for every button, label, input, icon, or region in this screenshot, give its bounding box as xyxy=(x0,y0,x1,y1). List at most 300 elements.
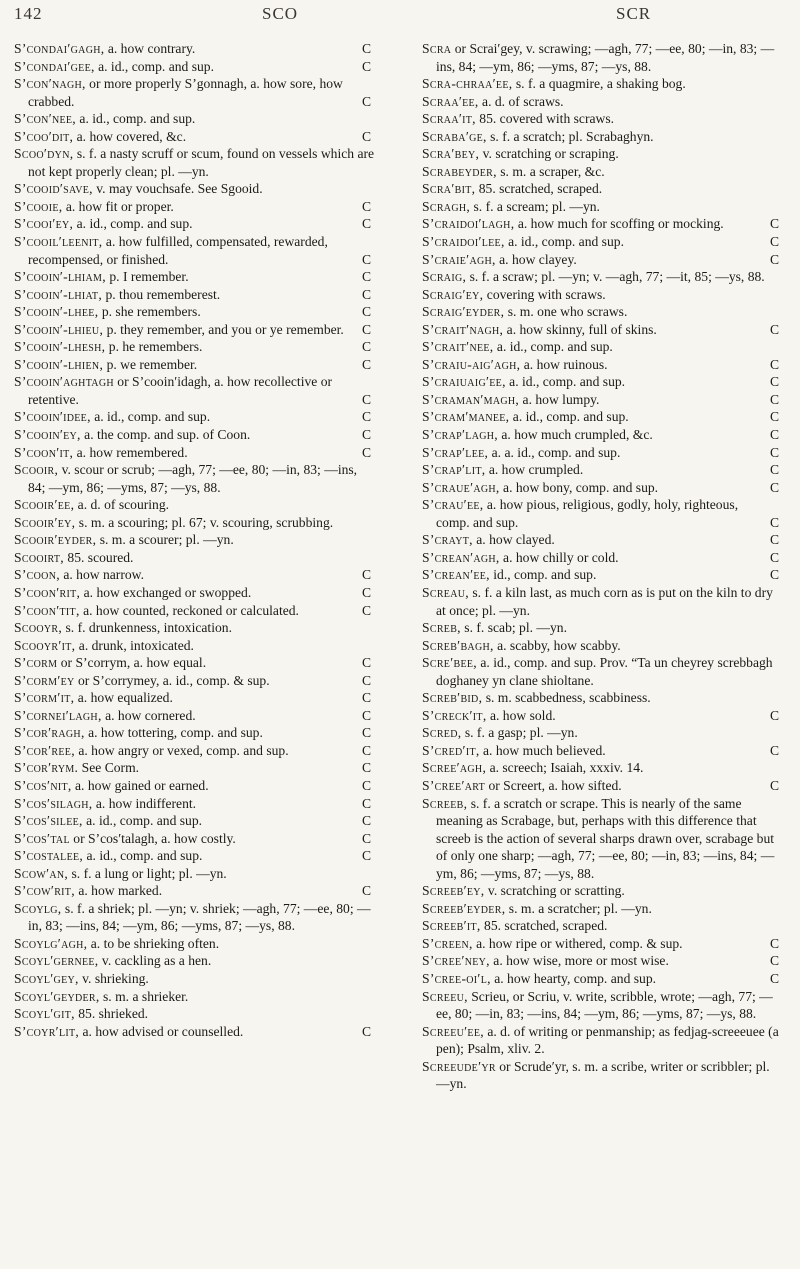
page-number: 142 xyxy=(14,4,43,23)
entry-headword: S’cooin′-lhesh, xyxy=(14,339,106,355)
entry-definition: a. id., comp. and sup. xyxy=(496,339,613,355)
entry-headword: S’cred′it, xyxy=(422,742,480,758)
entry-headword: S’crean′agh, xyxy=(422,549,500,565)
entry-headword: Scooir′ee, xyxy=(14,497,75,513)
left-running-head: SCO xyxy=(262,4,299,23)
dictionary-entry: S’crean′agh, a. how chilly or cold. C xyxy=(422,549,780,565)
dictionary-entry xyxy=(14,637,376,655)
dictionary-entry: S’cooin′-lhiat, p. thou rememberest. C xyxy=(14,286,372,302)
entry-headword: S’craiu-aig′agh, xyxy=(422,356,521,372)
entry-headword: Scraig′eyder, xyxy=(422,304,505,320)
entry-definition: a. how ripe or withered, comp. & sup. xyxy=(476,935,683,951)
dictionary-entry xyxy=(14,461,376,496)
entry-definition: p. we remember. xyxy=(106,356,198,372)
dictionary-entry: S’cooie, a. how fit or proper. C xyxy=(14,198,372,214)
entry-headword: Scoyl′gey, xyxy=(14,970,79,986)
entry-definition: a. id., comp. and sup. xyxy=(76,216,193,232)
entry-definition: a. how indifferent. xyxy=(95,795,197,811)
entry-definition: s. m. a scratcher; pl. —yn. xyxy=(508,900,652,916)
entry-definition: v. scour or scrub; —agh, 77; —ee, 80; —in, 83; —ins, 84; —ym, 86; —yms, 87; —ys, 88. xyxy=(28,462,358,495)
entry-headword: Scow′an, xyxy=(14,865,69,881)
entry-headword: S’creck′it, xyxy=(422,707,487,723)
entry-headword: S’cree-oi′l, xyxy=(422,970,491,986)
entry-headword: S’cooin′idee, xyxy=(14,409,91,425)
entry-headword: S’cos′tal xyxy=(14,830,70,846)
dictionary-entry: S’cos′nit, a. how gained or earned. C xyxy=(14,777,372,793)
entry-headword: Scre′bee, xyxy=(422,655,477,671)
dictionary-entry xyxy=(422,637,784,655)
entry-headword: S’coon′it, xyxy=(14,444,74,460)
entry-definition: a. id., comp. and sup. Prov. “Ta un cheyrey screbbagh doghaney yn clane shioltane. xyxy=(436,655,773,688)
entry-definition: Scrieu, or Scriu, v. write, scribble, wrote; —agh, 77; —ee, 80; —in, 83; —ins, 84; —ym, 86; —yms, 87; —ys, 88. xyxy=(436,988,773,1022)
entry-definition: s. m. a scouring; pl. 67; v. scouring, scrubbing. xyxy=(78,514,334,530)
dictionary-entry xyxy=(14,180,376,198)
dictionary-entry xyxy=(422,584,784,619)
dictionary-entry: S’cooil′leenit, a. how fulfilled, compensated, rewarded, recompensed, or finished. C xyxy=(14,234,372,267)
entry-definition: v. shrieking. xyxy=(82,970,149,986)
dictionary-entry xyxy=(14,110,376,128)
entry-definition: a. how fulfilled, compensated, rewarded, recompensed, or finished. xyxy=(28,234,328,267)
entry-headword: S’cooid′save, xyxy=(14,181,93,197)
entry-definition: a. drunk, intoxicated. xyxy=(78,637,194,653)
entry-definition: or more properly S’gonnagh, a. how sore, how crabbed. xyxy=(28,76,343,109)
entry-headword: S’cooin′-lhieu, xyxy=(14,321,104,337)
right-column xyxy=(422,40,784,1093)
entry-headword: Scooir′ey, xyxy=(14,514,76,530)
entry-definition: s. f. a scratch or scrape. This is nearly of the same meaning as Scrabage, but, perhaps with this difference that screeb is the action of several sharps drawn over, scrabage but of only one sharp; —agh, 77; —ee, 80; —in, 83; —ins, 84; —ym, 86; —yms, 87; —ys, 88. xyxy=(436,795,775,881)
dictionary-entry xyxy=(422,1023,784,1058)
entry-headword: Scrabeyder, xyxy=(422,163,497,179)
dictionary-entry xyxy=(422,75,784,93)
entry-headword: Scoo′dyn, xyxy=(14,146,74,162)
dictionary-entry xyxy=(14,531,376,549)
entry-definition: s. m. one who scraws. xyxy=(507,304,628,320)
entry-headword: S’con′nagh, xyxy=(14,76,86,92)
dictionary-entry: S’creen, a. how ripe or withered, comp. & sup. C xyxy=(422,935,780,951)
dictionary-entry xyxy=(422,303,784,321)
entry-definition: p. thou rememberest. xyxy=(105,286,221,302)
entry-headword: Scoyl′gernee, xyxy=(14,953,99,969)
dictionary-entry: S’cor′ragh, a. how tottering, comp. and sup. C xyxy=(14,725,372,741)
dictionary-entry xyxy=(422,198,784,216)
entry-definition: a. how cornered. xyxy=(105,707,196,723)
dictionary-entry xyxy=(422,145,784,163)
entry-definition: a. how covered, &c. xyxy=(76,128,187,144)
dictionary-entry xyxy=(422,286,784,304)
entry-definition: or Scrai′gey, v. scrawing; —agh, 77; —ee, 80; —in, 83; —ins, 84; —ym, 86; —yms, 87; —ys, 88. xyxy=(436,41,775,74)
dictionary-entry xyxy=(14,865,376,883)
dictionary-entry: S’cram′manee, a. id., comp. and sup. C xyxy=(422,409,780,425)
entry-definition: s. f. a quagmire, a shaking bog. xyxy=(515,76,686,92)
entry-headword: Screeu, xyxy=(422,988,468,1004)
entry-definition: p. they remember, and you or ye remember. xyxy=(106,321,344,337)
entry-headword: S’cow′rit, xyxy=(14,883,75,899)
dictionary-entry: S’crait′nagh, a. how skinny, full of skins. C xyxy=(422,321,780,337)
entry-headword: S’cor′rym. xyxy=(14,760,79,776)
dictionary-entry: S’cred′it, a. how much believed. C xyxy=(422,742,780,758)
dictionary-entry: S’crap′lit, a. how crumpled. C xyxy=(422,462,780,478)
entry-headword: Screeu′ee, xyxy=(422,1023,484,1039)
entry-definition: s. m. a shrieker. xyxy=(103,988,189,1004)
entry-headword: S’coo′dit, xyxy=(14,128,74,144)
dictionary-entry xyxy=(422,882,784,900)
entry-definition: a. d. of scraws. xyxy=(482,93,564,109)
dictionary-entry: S’craue′agh, a. how bony, comp. and sup. C xyxy=(422,479,780,495)
dictionary-entry xyxy=(422,917,784,935)
entry-definition: v. scratching or scratting. xyxy=(487,883,625,899)
entry-definition: a. how much for scoffing or mocking. xyxy=(517,216,724,232)
entry-headword: Scraig, xyxy=(422,269,467,285)
dictionary-entry xyxy=(422,268,784,286)
dictionary-entry xyxy=(422,1058,784,1093)
entry-definition: a. id., comp. and sup. xyxy=(509,374,626,390)
entry-headword: S’cooie, xyxy=(14,198,63,214)
dictionary-entry xyxy=(422,110,784,128)
entry-definition: s. f. a shriek; pl. —yn; v. shriek; —agh, 77; —ee, 80; —in, 83; —ins, 84; —ym, 86; —yms, 87; —ys, 88. xyxy=(28,900,371,934)
dictionary-entry: S’cooin′idee, a. id., comp. and sup. C xyxy=(14,409,372,425)
entry-headword: Scooir′eyder, xyxy=(14,532,97,548)
dictionary-entry xyxy=(422,40,784,75)
dictionary-entry: S’coo′dit, a. how covered, &c. C xyxy=(14,128,372,144)
entry-headword: Scraa′it, xyxy=(422,111,476,127)
page-header xyxy=(14,4,786,30)
entry-definition: a. how advised or counselled. xyxy=(82,1023,244,1039)
dictionary-entry xyxy=(14,496,376,514)
entry-headword: S’craie′agh, xyxy=(422,251,496,267)
entry-headword: S’crap′lit, xyxy=(422,462,486,478)
entry-definition: s. m. a scraper, &c. xyxy=(500,163,605,179)
dictionary-entry xyxy=(422,619,784,637)
entry-headword: S’cooin′aghtagh xyxy=(14,374,114,390)
dictionary-entry xyxy=(14,549,376,567)
dictionary-entry: S’crap′lagh, a. how much crumpled, &c. C xyxy=(422,427,780,443)
entry-definition: a. how remembered. xyxy=(76,444,188,460)
entry-headword: Scoyl′geyder, xyxy=(14,988,100,1004)
entry-headword: Screeb′ey, xyxy=(422,883,485,899)
entry-headword: Scoylg, xyxy=(14,900,62,916)
entry-definition: v. may vouchsafe. See Sgooid. xyxy=(96,181,263,197)
dictionary-entry xyxy=(422,93,784,111)
dictionary-entry: S’condai′gagh, a. how contrary. C xyxy=(14,41,372,56)
entry-headword: S’crait′nee, xyxy=(422,339,494,355)
dictionary-entry xyxy=(422,163,784,181)
dictionary-entry: S’creck′it, a. how sold. C xyxy=(422,707,780,723)
dictionary-entry xyxy=(14,952,376,970)
entry-headword: Scooir, xyxy=(14,462,59,478)
dictionary-entry: S’cooin′-lhieu, p. they remember, and you or ye remember. C xyxy=(14,321,372,337)
entry-headword: S’crap′lagh, xyxy=(422,427,498,443)
right-running-head: SCR xyxy=(616,4,652,23)
entry-headword: S’costalee, xyxy=(14,848,84,864)
entry-headword: S’corm′it, xyxy=(14,690,75,706)
entry-definition: covering with scraws. xyxy=(486,286,606,302)
entry-headword: S’cos′nit, xyxy=(14,777,72,793)
entry-headword: S’con′nee, xyxy=(14,111,77,127)
entry-headword: S’cos′silee, xyxy=(14,813,83,829)
entry-definition: a. how equalized. xyxy=(77,690,173,706)
dictionary-entry xyxy=(422,988,784,1023)
entry-headword: S’cree′ney, xyxy=(422,953,490,969)
entry-definition: a. how crumpled. xyxy=(488,462,584,478)
entry-definition: a. how ruinous. xyxy=(523,356,608,372)
dictionary-entry: S’cos′silagh, a. how indifferent. C xyxy=(14,795,372,811)
dictionary-entry xyxy=(14,900,376,935)
entry-headword: S’crayt, xyxy=(422,532,473,548)
dictionary-entry: S’cooin′-lhee, p. she remembers. C xyxy=(14,304,372,320)
entry-definition: a. id., comp. and sup. xyxy=(86,813,203,829)
entry-definition: p. he remembers. xyxy=(108,339,203,355)
entry-definition: s. f. a gasp; pl. —yn. xyxy=(464,725,578,741)
entry-headword: S’crap′lee, xyxy=(422,444,489,460)
entry-definition: a. how sold. xyxy=(489,707,556,723)
dictionary-entry: S’cow′rit, a. how marked. C xyxy=(14,883,372,899)
entry-headword: Screeb, xyxy=(422,795,468,811)
entry-definition: a. to be shrieking often. xyxy=(90,935,220,951)
entry-headword: S’cooin′-lhiat, xyxy=(14,286,103,302)
entry-headword: Screeude′yr xyxy=(422,1058,496,1074)
dictionary-entry xyxy=(14,1005,376,1023)
entry-headword: S’cos′silagh, xyxy=(14,795,93,811)
entry-definition: v. scratching or scraping. xyxy=(482,146,619,162)
dictionary-entry: S’crap′lee, a. a. id., comp. and sup. C xyxy=(422,444,780,460)
entry-headword: S’cooil′leenit, xyxy=(14,234,103,250)
entry-definition: a. how bony, comp. and sup. xyxy=(503,479,659,495)
entry-definition: a. d. of scouring. xyxy=(77,497,170,513)
dictionary-entry: S’crau′ee, a. how pious, religious, godly, holy, righteous, comp. and sup. C xyxy=(422,497,780,530)
dictionary-entry: S’craidoi′lee, a. id., comp. and sup. C xyxy=(422,234,780,250)
entry-headword: S’corm′ey xyxy=(14,672,75,688)
entry-headword: S’coyr′lit, xyxy=(14,1023,80,1039)
dictionary-entry xyxy=(422,689,784,707)
dictionary-entry: S’cor′ree, a. how angry or vexed, comp. and sup. C xyxy=(14,742,372,758)
entry-definition: or S’cooin′idagh, a. how recollective or retentive. xyxy=(28,374,333,407)
entry-definition: s. f. scab; pl. —yn. xyxy=(464,620,567,636)
entry-definition: a. how much crumpled, &c. xyxy=(501,427,653,443)
entry-definition: a. how fit or proper. xyxy=(65,198,174,214)
dictionary-entry: S’cree′ney, a. how wise, more or most wise. C xyxy=(422,953,780,969)
dictionary-entry: S’cooin′-lhien, p. we remember. C xyxy=(14,356,372,372)
entry-headword: Screb, xyxy=(422,620,461,636)
entry-definition: 85. scoured. xyxy=(67,549,134,565)
dictionary-entry: S’coon′it, a. how remembered. C xyxy=(14,444,372,460)
entry-definition: a. id., comp. and sup. xyxy=(98,58,214,74)
dictionary-entry: S’coon, a. how narrow. C xyxy=(14,567,372,583)
entry-definition: a. how wise, more or most wise. xyxy=(493,953,669,969)
entry-definition: id., comp. and sup. xyxy=(493,567,597,583)
dictionary-entry xyxy=(422,900,784,918)
entry-definition: a. id., comp. and sup. xyxy=(94,409,211,425)
dictionary-entry xyxy=(14,514,376,532)
entry-definition: a. how counted, reckoned or calculated. xyxy=(83,602,299,618)
entry-definition: a. how hearty, comp. and sup. xyxy=(494,970,657,986)
entry-definition: a. d. of writing or penmanship; as fedjag-screeeuee (a pen); Psalm, xliv. 2. xyxy=(436,1023,779,1057)
dictionary-entry: S’cor′rym. See Corm. C xyxy=(14,760,372,776)
entry-headword: Scraa′ee, xyxy=(422,93,479,109)
dictionary-entry xyxy=(422,759,784,777)
dictionary-entry xyxy=(422,180,784,198)
entry-headword: S’cree′art xyxy=(422,777,486,793)
entry-headword: S’cooin′-lhien, xyxy=(14,356,104,372)
dictionary-entry xyxy=(422,654,784,689)
dictionary-entry: S’craidoi′lagh, a. how much for scoffing or mocking. C xyxy=(422,216,780,232)
entry-headword: S’corm xyxy=(14,655,58,671)
entry-headword: Scragh, xyxy=(422,198,471,214)
dictionary-entry: S’craiuaig′ee, a. id., comp. and sup. C xyxy=(422,374,780,390)
dictionary-entry xyxy=(14,988,376,1006)
entry-definition: a. id., comp. and sup. xyxy=(512,409,629,425)
dictionary-entry: S’coon′rit, a. how exchanged or swopped. C xyxy=(14,584,372,600)
dictionary-entry: S’cooi′ey, a. id., comp. and sup. C xyxy=(14,216,372,232)
entry-definition: a. how narrow. xyxy=(63,567,144,583)
entry-headword: Screb′bagh, xyxy=(422,637,494,653)
entry-definition: a. how gained or earned. xyxy=(74,777,209,793)
entry-headword: Screeb′eyder, xyxy=(422,900,506,916)
entry-headword: Scra′bit, xyxy=(422,181,476,197)
entry-definition: See Corm. xyxy=(81,760,140,776)
entry-headword: Scooyr′it, xyxy=(14,637,76,653)
entry-headword: S’cooin′ey, xyxy=(14,427,81,443)
entry-definition: a. id., comp. and sup. xyxy=(79,111,196,127)
dictionary-entry: S’corm or S’corrym, a. how equal. C xyxy=(14,655,372,671)
dictionary-entry xyxy=(14,935,376,953)
entry-headword: Scraba′ge, xyxy=(422,128,487,144)
dictionary-entry: S’crean′ee, id., comp. and sup. C xyxy=(422,567,780,583)
entry-headword: S’crean′ee, xyxy=(422,567,490,583)
dictionary-entry: S’craman′magh, a. how lumpy. C xyxy=(422,391,780,407)
dictionary-entry: S’coyr′lit, a. how advised or counselled. C xyxy=(14,1023,372,1039)
entry-headword: Screeb′it, xyxy=(422,918,481,934)
entry-definition: s. f. a scratch; pl. Scrabaghyn. xyxy=(490,128,654,144)
entry-headword: S’coon′tit, xyxy=(14,602,80,618)
entry-definition: a. how pious, religious, godly, holy, righteous, comp. and sup. xyxy=(436,497,739,530)
entry-definition: or Screert, a. how sifted. xyxy=(488,777,622,793)
entry-definition: a. how skinny, full of skins. xyxy=(506,321,657,337)
entry-definition: a. how tottering, comp. and sup. xyxy=(88,725,263,741)
entry-definition: 85. scratched, scraped. xyxy=(484,918,608,934)
dictionary-entry xyxy=(422,795,784,883)
entry-definition: 85. covered with scraws. xyxy=(479,111,615,127)
entry-headword: S’cooi′ey, xyxy=(14,216,74,232)
entry-headword: S’cor′ragh, xyxy=(14,725,85,741)
entry-headword: S’condai′gee, xyxy=(14,58,95,74)
dictionary-entry: S’cos′tal or S’cos′talagh, a. how costly. C xyxy=(14,830,372,846)
entry-headword: Scred, xyxy=(422,725,462,741)
entry-headword: Screau, xyxy=(422,584,469,600)
dictionary-entry xyxy=(422,338,784,356)
dictionary-entry xyxy=(14,619,376,637)
entry-definition: s. m. a scourer; pl. —yn. xyxy=(99,532,234,548)
entry-definition: or S’corrym, a. how equal. xyxy=(60,655,207,671)
entry-definition: or S’cos′talagh, a. how costly. xyxy=(73,830,236,846)
entry-definition: or S’corrymey, a. id., comp. & sup. xyxy=(77,672,270,688)
entry-headword: Scooyr, xyxy=(14,620,63,636)
entry-definition: s. f. a lung or light; pl. —yn. xyxy=(71,865,227,881)
dictionary-entry: S’con′nagh, or more properly S’gonnagh, a. how sore, how crabbed. C xyxy=(14,76,372,109)
dictionary-entry: S’cree-oi′l, a. how hearty, comp. and sup. C xyxy=(422,970,780,986)
entry-definition: a. how clayed. xyxy=(476,532,555,548)
entry-headword: Scra-chraa′ee, xyxy=(422,76,513,92)
entry-definition: a. the comp. and sup. of Coon. xyxy=(84,427,251,443)
entry-headword: Scra xyxy=(422,41,452,56)
entry-definition: a. a. id., comp. and sup. xyxy=(491,444,621,460)
entry-definition: 85. shrieked. xyxy=(78,1006,149,1022)
entry-headword: S’craidoi′lagh, xyxy=(422,216,515,232)
entry-headword: Scra′bey, xyxy=(422,146,480,162)
entry-definition: 85. scratched, scraped. xyxy=(478,181,603,197)
entry-definition: a. how clayey. xyxy=(499,251,577,267)
entry-headword: S’cram′manee, xyxy=(422,409,510,425)
entry-headword: Scraig′ey, xyxy=(422,286,484,302)
entry-headword: S’craiuaig′ee, xyxy=(422,374,506,390)
entry-definition: s. f. a nasty scruff or scum, found on vessels which are not kept properly clean; pl. —yn. xyxy=(28,146,375,179)
entry-headword: S’coon, xyxy=(14,567,60,583)
dictionary-entry: S’cos′silee, a. id., comp. and sup. C xyxy=(14,813,372,829)
entry-definition: v. cackling as a hen. xyxy=(101,953,212,969)
dictionary-entry: S’cornei′lagh, a. how cornered. C xyxy=(14,707,372,723)
dictionary-entry: S’cooin′aghtagh or S’cooin′idagh, a. how recollective or retentive. C xyxy=(14,374,372,407)
entry-headword: Scoyl′git, xyxy=(14,1006,75,1022)
entry-definition: a. id., comp. and sup. xyxy=(86,848,203,864)
dictionary-entry xyxy=(422,128,784,146)
dictionary-entry: S’corm′ey or S’corrymey, a. id., comp. & sup. C xyxy=(14,672,372,688)
entry-definition: a. scabby, how scabby. xyxy=(497,637,621,653)
dictionary-entry: S’cooin′ey, a. the comp. and sup. of Coon. C xyxy=(14,427,372,443)
dictionary-entry xyxy=(14,970,376,988)
entry-definition: a. id., comp. and sup. xyxy=(508,234,624,250)
entry-definition: a. screech; Isaiah, xxxiv. 14. xyxy=(489,760,644,776)
entry-definition: a. how lumpy. xyxy=(522,391,600,407)
dictionary-entry xyxy=(14,145,376,180)
entry-definition: p. she remembers. xyxy=(101,304,201,320)
entry-definition: s. f. drunkenness, intoxication. xyxy=(65,620,232,636)
entry-definition: s. f. a kiln last, as much corn as is put on the kiln to dry at once; pl. —yn. xyxy=(436,584,773,618)
dictionary-entry xyxy=(422,724,784,742)
entry-definition: s. m. scabbedness, scabbiness. xyxy=(485,690,651,706)
dictionary-entry: S’crayt, a. how clayed. C xyxy=(422,532,780,548)
dictionary-entry: S’condai′gee, a. id., comp. and sup. C xyxy=(14,58,372,74)
entry-definition: s. f. a scream; pl. —yn. xyxy=(473,198,600,214)
entry-definition: or Scrude′yr, s. m. a scribe, writer or scribbler; pl. —yn. xyxy=(436,1058,770,1092)
entry-headword: S’craman′magh, xyxy=(422,391,520,407)
entry-definition: a. how angry or vexed, comp. and sup. xyxy=(78,742,289,758)
entry-headword: Scoylg′agh, xyxy=(14,935,88,951)
entry-definition: a. how chilly or cold. xyxy=(503,549,619,565)
dictionary-entry: S’cooin′-lhiam, p. I remember. C xyxy=(14,269,372,285)
entry-headword: S’condai′gagh, xyxy=(14,41,105,56)
dictionary-entry: S’cooin′-lhesh, p. he remembers. C xyxy=(14,339,372,355)
entry-headword: S’cooin′-lhee, xyxy=(14,304,99,320)
entry-headword: S’crait′nagh, xyxy=(422,321,504,337)
entry-definition: a. how contrary. xyxy=(107,41,196,56)
entry-headword: S’craidoi′lee, xyxy=(422,234,505,250)
dictionary-entry: S’corm′it, a. how equalized. C xyxy=(14,690,372,706)
entry-headword: Screb′bid, xyxy=(422,690,483,706)
dictionary-entry: S’costalee, a. id., comp. and sup. C xyxy=(14,848,372,864)
dictionary-entry: S’coon′tit, a. how counted, reckoned or calculated. C xyxy=(14,602,372,618)
entry-headword: S’crau′ee, xyxy=(422,497,484,513)
entry-headword: Scooirt, xyxy=(14,549,64,565)
entry-definition: p. I remember. xyxy=(109,269,189,285)
entry-headword: S’cooin′-lhiam, xyxy=(14,269,106,285)
dictionary-entry: S’craie′agh, a. how clayey. C xyxy=(422,251,780,267)
left-column xyxy=(14,40,376,1040)
entry-definition: a. how marked. xyxy=(78,883,163,899)
entry-definition: a. how exchanged or swopped. xyxy=(83,584,252,600)
entry-headword: S’cor′ree, xyxy=(14,742,75,758)
entry-headword: S’coon′rit, xyxy=(14,584,81,600)
entry-definition: a. how much believed. xyxy=(482,742,606,758)
entry-definition: s. f. a scraw; pl. —yn; v. —agh, 77; —it, 85; —ys, 88. xyxy=(469,269,765,285)
